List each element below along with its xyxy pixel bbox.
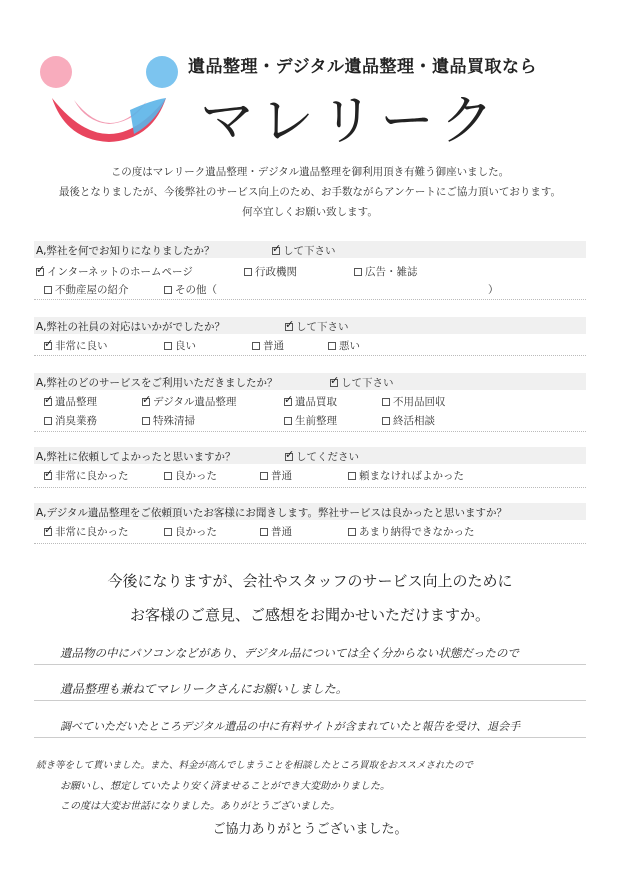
option[interactable]: ✓ デジタル遺品整理 bbox=[142, 394, 236, 409]
brand-name: マレリーク bbox=[200, 89, 500, 152]
question-text: A,弊社の社員の対応はいかがでしたか？ bbox=[36, 321, 226, 333]
intro-line: 何卒宜しくお願い致します。 bbox=[242, 206, 378, 218]
option[interactable]: ✓ 遺品整理 bbox=[44, 394, 97, 409]
handwritten-comment: 調べていただいたところデジタル遺品の中に有料サイトが含まれていたと報告を受け、退会手 bbox=[60, 720, 521, 733]
question-text: A,弊社を何でお知りになりましたか？ bbox=[36, 245, 215, 257]
tagline: 遺品整理・デジタル遺品整理・遺品買取なら bbox=[188, 57, 537, 77]
checkbox[interactable] bbox=[164, 528, 172, 536]
writing-line bbox=[34, 737, 586, 738]
divider bbox=[34, 355, 586, 356]
checkbox[interactable] bbox=[44, 528, 52, 536]
checkbox[interactable] bbox=[244, 268, 252, 276]
question-text: A,弊社に依頼してよかったと思いますか？ bbox=[36, 451, 236, 463]
question-hint: ✓ して下さい bbox=[285, 319, 349, 334]
marelique-logo bbox=[34, 50, 184, 145]
question-text: A,デジタル遺品整理をご依頼頂いたお客様にお聞きします。弊社サービスは良かったと思いますか？ bbox=[36, 507, 508, 519]
option[interactable]: 悪い bbox=[328, 338, 360, 353]
option[interactable]: 特殊清掃 bbox=[142, 413, 195, 428]
question-hint: ✓ して下さい bbox=[272, 243, 336, 258]
divider bbox=[34, 487, 586, 488]
checkbox[interactable] bbox=[164, 342, 172, 350]
checkbox[interactable] bbox=[44, 342, 52, 350]
option[interactable]: 良かった bbox=[164, 468, 217, 483]
option[interactable]: 生前整理 bbox=[284, 413, 337, 428]
checkbox[interactable] bbox=[164, 286, 172, 294]
option[interactable]: ✓ インターネットのホームページ bbox=[36, 264, 193, 279]
question-hint: ✓ して下さい bbox=[330, 375, 394, 390]
checkbox[interactable] bbox=[284, 417, 292, 425]
checkbox[interactable] bbox=[36, 268, 44, 276]
writing-line bbox=[34, 664, 586, 665]
option[interactable]: ✓ 非常に良かった bbox=[44, 524, 129, 539]
checkbox[interactable] bbox=[328, 342, 336, 350]
option[interactable]: 良い bbox=[164, 338, 196, 353]
checkbox[interactable] bbox=[382, 417, 390, 425]
option[interactable]: あまり納得できなかった bbox=[348, 524, 475, 539]
option[interactable]: 不用品回収 bbox=[382, 394, 446, 409]
checkbox[interactable] bbox=[142, 398, 150, 406]
option[interactable]: 普通 bbox=[252, 338, 284, 353]
handwritten-comment: 続き等をして貰いました。また、料金が高んでしまうことを相談したところ買取をおススメされたので bbox=[36, 760, 474, 771]
writing-line bbox=[34, 700, 586, 701]
option[interactable]: 行政機関 bbox=[244, 264, 297, 279]
checkbox[interactable] bbox=[354, 268, 362, 276]
checkbox[interactable] bbox=[260, 472, 268, 480]
intro-line: この度はマレリーク遺品整理・デジタル遺品整理を御利用頂き有難う御座いました。 bbox=[110, 166, 510, 178]
option[interactable]: 消臭業務 bbox=[44, 413, 97, 428]
option[interactable]: 良かった bbox=[164, 524, 217, 539]
thanks-message: ご協力ありがとうございました。 bbox=[212, 822, 408, 837]
option[interactable]: ✓ 非常に良い bbox=[44, 338, 108, 353]
checkbox[interactable] bbox=[382, 398, 390, 406]
option[interactable]: 不動産屋の紹介 bbox=[44, 282, 129, 297]
option[interactable]: ✓ 非常に良かった bbox=[44, 468, 129, 483]
option[interactable]: ✓ 遺品買取 bbox=[284, 394, 337, 409]
intro-line: 最後となりましたが、今後弊社のサービス向上のため、お手数ながらアンケートにご協力頂いております。 bbox=[58, 186, 562, 198]
checkbox[interactable] bbox=[260, 528, 268, 536]
question-text: A,弊社のどのサービスをご利用いただきましたか？ bbox=[36, 377, 278, 389]
checkbox[interactable] bbox=[44, 286, 52, 294]
checkbox[interactable] bbox=[44, 398, 52, 406]
divider bbox=[34, 431, 586, 432]
handwritten-comment: お願いし、想定していたより安く済ませることができ大変助かりました。 bbox=[60, 781, 390, 792]
close-paren: ） bbox=[488, 284, 499, 296]
checkbox[interactable] bbox=[142, 417, 150, 425]
checkbox[interactable] bbox=[284, 398, 292, 406]
divider bbox=[34, 299, 586, 300]
question-hint: ✓ してください bbox=[285, 449, 359, 464]
checkbox[interactable] bbox=[44, 472, 52, 480]
closing-prompt-1: 今後になりますが、会社やスタッフのサービス向上のために bbox=[107, 572, 513, 590]
option[interactable]: 頼まなければよかった bbox=[348, 468, 464, 483]
divider bbox=[34, 543, 586, 544]
option[interactable]: 普通 bbox=[260, 468, 292, 483]
handwritten-comment: この度は大変お世話になりました。ありがとうございました。 bbox=[60, 801, 340, 812]
option[interactable]: 広告・雑誌 bbox=[354, 264, 418, 279]
checkbox[interactable] bbox=[44, 417, 52, 425]
handwritten-comment: 遺品物の中にパソコンなどがあり、デジタル品については全く分からない状態だったので bbox=[60, 646, 519, 660]
checkbox[interactable] bbox=[348, 472, 356, 480]
checkbox[interactable] bbox=[164, 472, 172, 480]
option[interactable]: 終活相談 bbox=[382, 413, 435, 428]
checkbox[interactable] bbox=[348, 528, 356, 536]
option[interactable]: 普通 bbox=[260, 524, 292, 539]
option[interactable]: その他（ bbox=[164, 282, 217, 297]
handwritten-comment: 遺品整理も兼ねてマレリークさんにお願いしました。 bbox=[60, 682, 348, 696]
checkbox[interactable] bbox=[252, 342, 260, 350]
closing-prompt-2: お客様のご意見、ご感想をお聞かせいただけますか。 bbox=[129, 606, 490, 624]
